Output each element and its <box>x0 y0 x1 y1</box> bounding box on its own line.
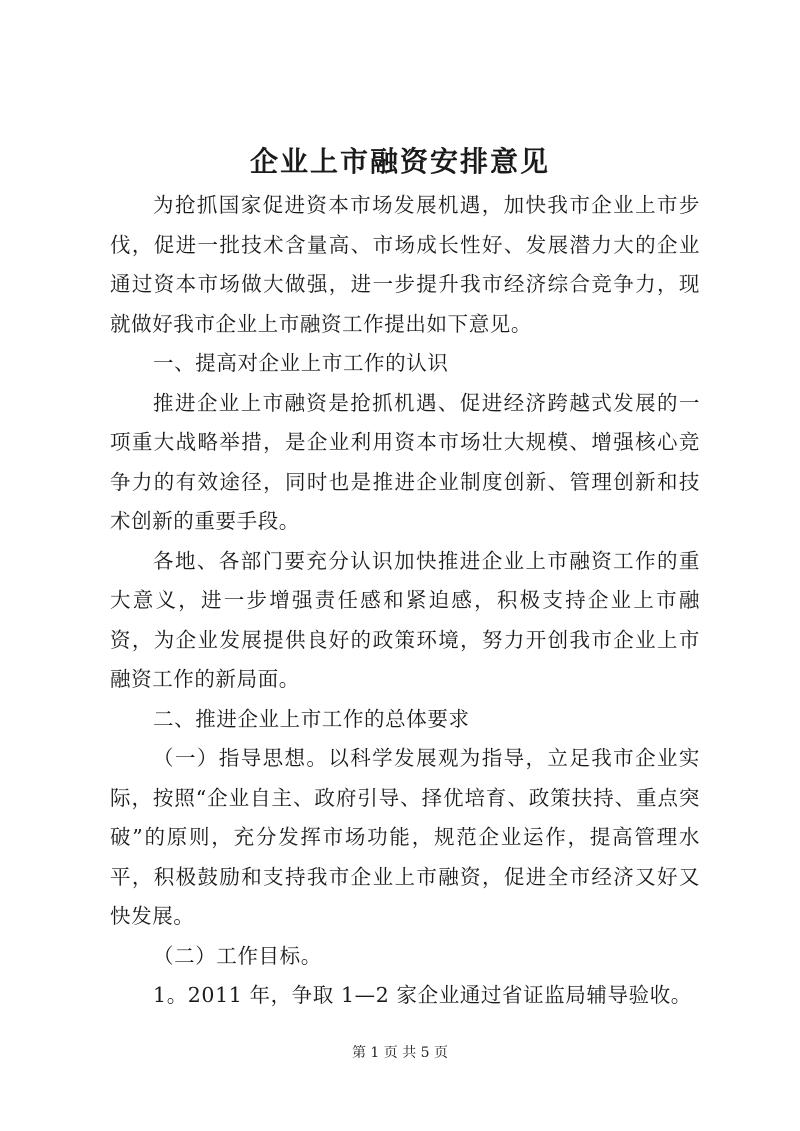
body-paragraph: 各地、各部门要充分认识加快推进企业上市融资工作的重大意义，进一步增强责任感和紧迫感，积极支持企业上市融资，为企业发展提供良好的政策环境，努力开创我市企业上市融资工作的新局面。 <box>110 548 700 691</box>
subsection-work-goals: （二）工作目标。 <box>153 943 322 968</box>
document-title: 企业上市融资安排意见 <box>249 145 550 178</box>
body-paragraph: 推进企业上市融资是抢抓机遇、促进经济跨越式发展的一项重大战略举措，是企业利用资本市场壮大规模、增强核心竞争力的有效途径，同时也是推进企业制度创新、管理创新和技术创新的重要手段。 <box>110 390 700 533</box>
document-body <box>110 186 700 1016</box>
page-footer: 第 1 页 共 5 页 <box>351 1045 449 1061</box>
goal-item-1: 1。2011 年，争取 1—2 家企业通过省证监局辅导验收。 <box>153 983 692 1007</box>
section-heading-1: 一、提高对企业上市工作的认识 <box>153 351 449 375</box>
subsection-guiding-ideology: （一）指导思想。以科学发展观为指导，立足我市企业实际，按照“企业自主、政府引导、择优培育、政策扶持、重点突破”的原则，充分发挥市场功能，规范企业运作，提高管理水平，积极鼓励和支持我市企业上市融资，促进全市经济又好又快发展。 <box>110 746 700 928</box>
intro-paragraph: 为抢抓国家促进资本市场发展机遇，加快我市企业上市步伐，促进一批技术含量高、市场成长性好、发展潜力大的企业通过资本市场做大做强，进一步提升我市经济综合竞争力，现就做好我市企业上市融资工作提出如下意见。 <box>110 193 700 336</box>
section-heading-2: 二、推进企业上市工作的总体要求 <box>153 706 470 731</box>
